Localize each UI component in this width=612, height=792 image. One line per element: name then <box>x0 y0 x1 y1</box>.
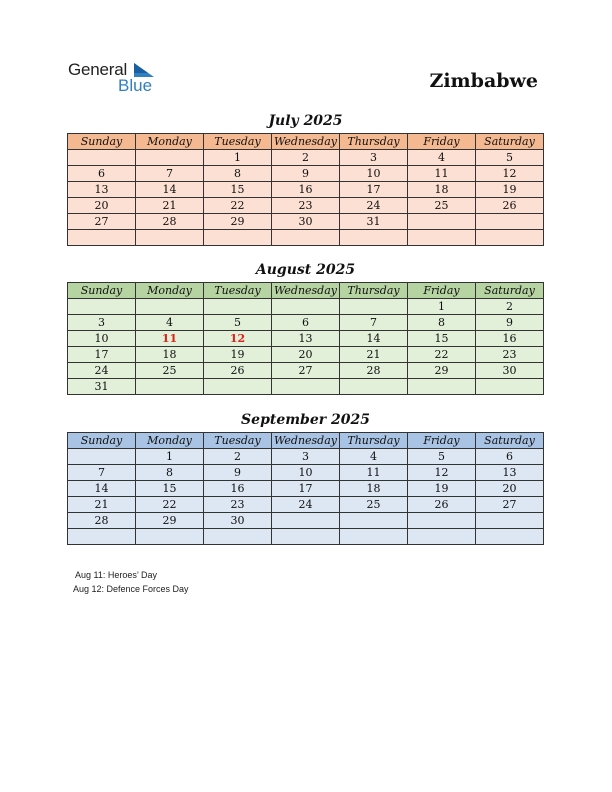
day-cell <box>204 230 272 246</box>
day-cell: 31 <box>340 214 408 230</box>
day-cell: 6 <box>476 449 544 465</box>
day-cell <box>408 379 476 395</box>
day-cell: 18 <box>408 182 476 198</box>
weekday-header-row <box>68 134 544 150</box>
day-cell: 4 <box>408 150 476 166</box>
day-cell <box>204 529 272 545</box>
day-cell: 14 <box>68 481 136 497</box>
day-cell: 26 <box>408 497 476 513</box>
day-cell <box>68 150 136 166</box>
day-cell <box>340 513 408 529</box>
week-row <box>68 347 544 363</box>
brand-subname: Blue <box>118 76 153 95</box>
day-cell: 15 <box>408 331 476 347</box>
day-cell: 15 <box>204 182 272 198</box>
day-cell <box>272 529 340 545</box>
day-cell: 5 <box>476 150 544 166</box>
day-cell: 15 <box>136 481 204 497</box>
weekday-header: Wednesday <box>272 433 340 449</box>
day-cell <box>272 513 340 529</box>
week-row <box>68 166 544 182</box>
day-cell: 18 <box>136 347 204 363</box>
day-cell: 24 <box>340 198 408 214</box>
day-cell: 30 <box>204 513 272 529</box>
day-cell: 4 <box>340 449 408 465</box>
day-cell: 12 <box>408 465 476 481</box>
day-cell: 6 <box>68 166 136 182</box>
day-cell: 22 <box>204 198 272 214</box>
day-cell: 21 <box>68 497 136 513</box>
month-title-august: August 2025 <box>255 262 356 278</box>
day-cell <box>408 513 476 529</box>
day-cell <box>408 230 476 246</box>
day-cell: 29 <box>408 363 476 379</box>
day-cell: 11 <box>136 331 204 347</box>
day-cell: 9 <box>204 465 272 481</box>
day-cell: 7 <box>340 315 408 331</box>
holiday-list <box>75 568 189 596</box>
day-cell: 5 <box>408 449 476 465</box>
weekday-header: Sunday <box>68 134 136 150</box>
week-row <box>68 379 544 395</box>
day-cell: 13 <box>272 331 340 347</box>
day-cell: 18 <box>340 481 408 497</box>
week-row <box>68 363 544 379</box>
weekday-header: Tuesday <box>204 283 272 299</box>
week-row <box>68 331 544 347</box>
calendar-september <box>67 432 544 545</box>
week-row <box>68 513 544 529</box>
weekday-header: Wednesday <box>272 283 340 299</box>
day-cell: 17 <box>340 182 408 198</box>
day-cell: 25 <box>408 198 476 214</box>
day-cell <box>476 379 544 395</box>
weekday-header: Sunday <box>68 283 136 299</box>
weekday-header-row <box>68 283 544 299</box>
week-row <box>68 465 544 481</box>
day-cell <box>272 230 340 246</box>
day-cell: 4 <box>136 315 204 331</box>
flag-icon <box>134 63 154 77</box>
day-cell: 8 <box>136 465 204 481</box>
day-cell: 28 <box>136 214 204 230</box>
day-cell: 24 <box>68 363 136 379</box>
day-cell: 27 <box>476 497 544 513</box>
day-cell: 9 <box>272 166 340 182</box>
day-cell <box>68 449 136 465</box>
day-cell: 2 <box>476 299 544 315</box>
day-cell: 10 <box>340 166 408 182</box>
day-cell <box>136 150 204 166</box>
day-cell: 2 <box>272 150 340 166</box>
week-row <box>68 214 544 230</box>
day-cell: 7 <box>68 465 136 481</box>
day-cell: 3 <box>340 150 408 166</box>
day-cell: 22 <box>136 497 204 513</box>
day-cell: 27 <box>272 363 340 379</box>
day-cell: 21 <box>136 198 204 214</box>
calendar-july <box>67 133 544 246</box>
day-cell: 9 <box>476 315 544 331</box>
day-cell: 8 <box>408 315 476 331</box>
day-cell: 1 <box>408 299 476 315</box>
weekday-header: Thursday <box>340 134 408 150</box>
day-cell: 11 <box>408 166 476 182</box>
week-row <box>68 198 544 214</box>
weekday-header: Monday <box>136 134 204 150</box>
day-cell: 16 <box>204 481 272 497</box>
day-cell: 19 <box>408 481 476 497</box>
day-cell: 25 <box>340 497 408 513</box>
day-cell <box>204 379 272 395</box>
weekday-header: Monday <box>136 283 204 299</box>
holiday-item: Aug 12: Defence Forces Day <box>73 584 189 594</box>
weekday-header: Tuesday <box>204 433 272 449</box>
week-row <box>68 182 544 198</box>
day-cell <box>340 379 408 395</box>
day-cell: 25 <box>136 363 204 379</box>
weekday-header: Wednesday <box>272 134 340 150</box>
weekday-header: Saturday <box>476 433 544 449</box>
holiday-item: Aug 11: Heroes’ Day <box>75 570 158 580</box>
weekday-header-row <box>68 433 544 449</box>
weekday-header: Friday <box>408 283 476 299</box>
day-cell: 16 <box>272 182 340 198</box>
day-cell: 19 <box>204 347 272 363</box>
day-cell <box>272 299 340 315</box>
weekday-header: Friday <box>408 433 476 449</box>
day-cell: 20 <box>272 347 340 363</box>
day-cell: 29 <box>204 214 272 230</box>
day-cell: 1 <box>204 150 272 166</box>
brand-name: General <box>68 60 128 79</box>
day-cell <box>136 230 204 246</box>
weekday-header: Monday <box>136 433 204 449</box>
day-cell: 17 <box>272 481 340 497</box>
day-cell <box>340 299 408 315</box>
day-cell <box>136 379 204 395</box>
week-row <box>68 497 544 513</box>
day-cell <box>272 379 340 395</box>
day-cell <box>68 230 136 246</box>
day-cell: 31 <box>68 379 136 395</box>
day-cell: 22 <box>408 347 476 363</box>
day-cell: 26 <box>204 363 272 379</box>
day-cell: 19 <box>476 182 544 198</box>
day-cell: 13 <box>476 465 544 481</box>
day-cell: 7 <box>136 166 204 182</box>
day-cell <box>408 529 476 545</box>
day-cell: 1 <box>136 449 204 465</box>
brand-logo <box>68 60 168 96</box>
weekday-header: Thursday <box>340 433 408 449</box>
day-cell: 5 <box>204 315 272 331</box>
day-cell: 24 <box>272 497 340 513</box>
calendar-august <box>67 282 544 395</box>
day-cell <box>340 230 408 246</box>
day-cell <box>136 529 204 545</box>
day-cell <box>204 299 272 315</box>
day-cell: 28 <box>340 363 408 379</box>
day-cell: 14 <box>136 182 204 198</box>
day-cell: 23 <box>476 347 544 363</box>
day-cell: 10 <box>272 465 340 481</box>
day-cell: 21 <box>340 347 408 363</box>
day-cell: 23 <box>204 497 272 513</box>
weekday-header: Sunday <box>68 433 136 449</box>
week-row <box>68 299 544 315</box>
week-row <box>68 529 544 545</box>
day-cell: 27 <box>68 214 136 230</box>
day-cell: 16 <box>476 331 544 347</box>
week-row <box>68 315 544 331</box>
day-cell: 11 <box>340 465 408 481</box>
day-cell <box>476 214 544 230</box>
day-cell: 20 <box>476 481 544 497</box>
day-cell: 30 <box>476 363 544 379</box>
day-cell: 3 <box>272 449 340 465</box>
day-cell <box>408 214 476 230</box>
week-row <box>68 230 544 246</box>
weekday-header: Thursday <box>340 283 408 299</box>
week-row <box>68 481 544 497</box>
day-cell <box>68 299 136 315</box>
day-cell: 29 <box>136 513 204 529</box>
weekday-header: Friday <box>408 134 476 150</box>
day-cell: 6 <box>272 315 340 331</box>
week-row <box>68 449 544 465</box>
country-title: Zimbabwe <box>429 70 538 92</box>
day-cell <box>476 230 544 246</box>
day-cell: 10 <box>68 331 136 347</box>
day-cell: 14 <box>340 331 408 347</box>
month-title-september: September 2025 <box>241 412 370 428</box>
day-cell: 28 <box>68 513 136 529</box>
day-cell: 13 <box>68 182 136 198</box>
day-cell <box>476 529 544 545</box>
day-cell <box>136 299 204 315</box>
month-title-july: July 2025 <box>268 113 343 129</box>
weekday-header: Tuesday <box>204 134 272 150</box>
day-cell: 3 <box>68 315 136 331</box>
day-cell: 17 <box>68 347 136 363</box>
day-cell <box>476 513 544 529</box>
day-cell: 2 <box>204 449 272 465</box>
weekday-header: Saturday <box>476 283 544 299</box>
day-cell <box>68 529 136 545</box>
day-cell <box>340 529 408 545</box>
day-cell: 23 <box>272 198 340 214</box>
day-cell: 26 <box>476 198 544 214</box>
day-cell: 20 <box>68 198 136 214</box>
week-row <box>68 150 544 166</box>
day-cell: 12 <box>476 166 544 182</box>
day-cell: 12 <box>204 331 272 347</box>
day-cell: 8 <box>204 166 272 182</box>
day-cell: 30 <box>272 214 340 230</box>
weekday-header: Saturday <box>476 134 544 150</box>
